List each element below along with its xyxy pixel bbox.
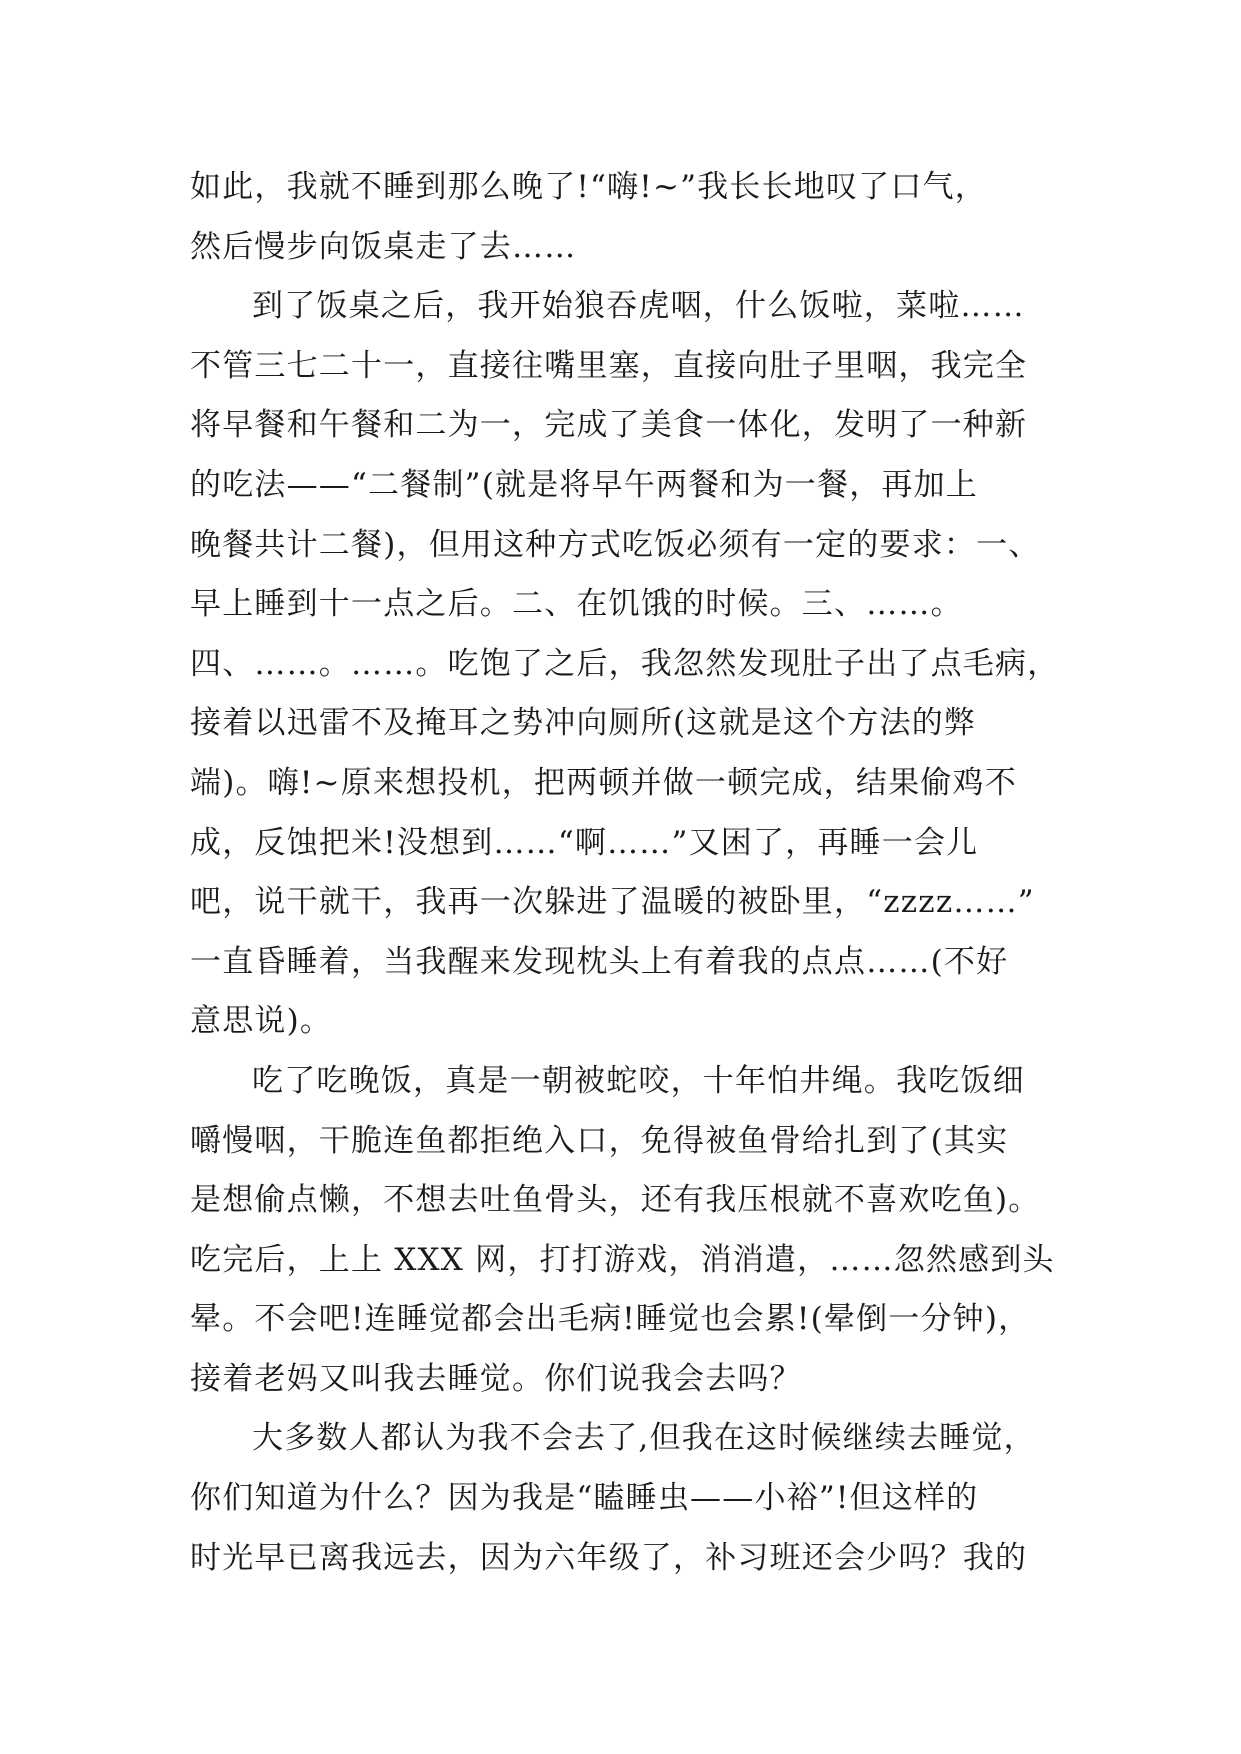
text-line: 到了饭桌之后，我开始狼吞虎咽，什么饭啦，菜啦…… (252, 288, 1025, 325)
text-line: 然后慢步向饭桌走了去…… (190, 228, 577, 265)
text-line: 时光早已离我远去，因为六年级了，补习班还会少吗？我的 (190, 1539, 1028, 1576)
text-line: 的吃法——“二餐制”(就是将早午两餐和为一餐，再加上 (190, 466, 978, 503)
text-line: 一直昏睡着，当我醒来发现枕头上有着我的点点……(不好 (190, 943, 1009, 980)
text-line: 端)。嗨!~原来想投机，把两顿并做一顿完成，结果偷鸡不 (190, 764, 1017, 801)
text-line: 早上睡到十一点之后。二、在饥饿的时候。三、……。 (190, 586, 963, 623)
text-line: 晕。不会吧!连睡觉都会出毛病!睡觉也会累!(晕倒一分钟)， (190, 1301, 1031, 1338)
text-line: 嚼慢咽，干脆连鱼都拒绝入口，免得被鱼骨给扎到了(其实 (190, 1122, 1009, 1159)
text-line: 成，反蚀把米!没想到……“啊……”又困了，再睡一会儿 (190, 824, 979, 861)
body-text (190, 158, 1090, 1588)
text-line: 吃了吃晚饭，真是一朝被蛇咬，十年怕井绳。我吃饭细 (252, 1062, 1025, 1099)
text-line: 晚餐共计二餐)，但用这种方式吃饭必须有一定的要求：一、 (190, 526, 1041, 563)
text-line: 吧，说干就干，我再一次躲进了温暖的被卧里，“zzzz……” (190, 884, 1035, 921)
text-line: 接着老妈又叫我去睡觉。你们说我会去吗？ (190, 1360, 802, 1397)
text-line: 吃完后，上上 XXX 网，打打游戏，消消遣，……忽然感到头 (190, 1241, 1055, 1278)
text-line: 大多数人都认为我不会去了,但我在这时候继续去睡觉， (252, 1420, 1036, 1457)
text-line: 是想偷点懒，不想去吐鱼骨头，还有我压根就不喜欢吃鱼)。 (190, 1182, 1041, 1219)
text-line: 意思说)。 (190, 1003, 333, 1040)
text-line: 接着以迅雷不及掩耳之势冲向厕所(这就是这个方法的弊 (190, 705, 977, 742)
text-line: 如此，我就不睡到那么晚了!“嗨!~”我长长地叹了口气， (190, 169, 987, 205)
text-line: 不管三七二十一，直接往嘴里塞，直接向肚子里咽，我完全 (190, 347, 1028, 384)
text-line: 四、……。……。吃饱了之后，我忽然发现肚子出了点毛病， (190, 645, 1060, 682)
text-line: 你们知道为什么？因为我是“瞌睡虫——小裕”!但这样的 (190, 1480, 979, 1517)
text-line: 将早餐和午餐和二为一，完成了美食一体化，发明了一种新 (190, 407, 1028, 444)
